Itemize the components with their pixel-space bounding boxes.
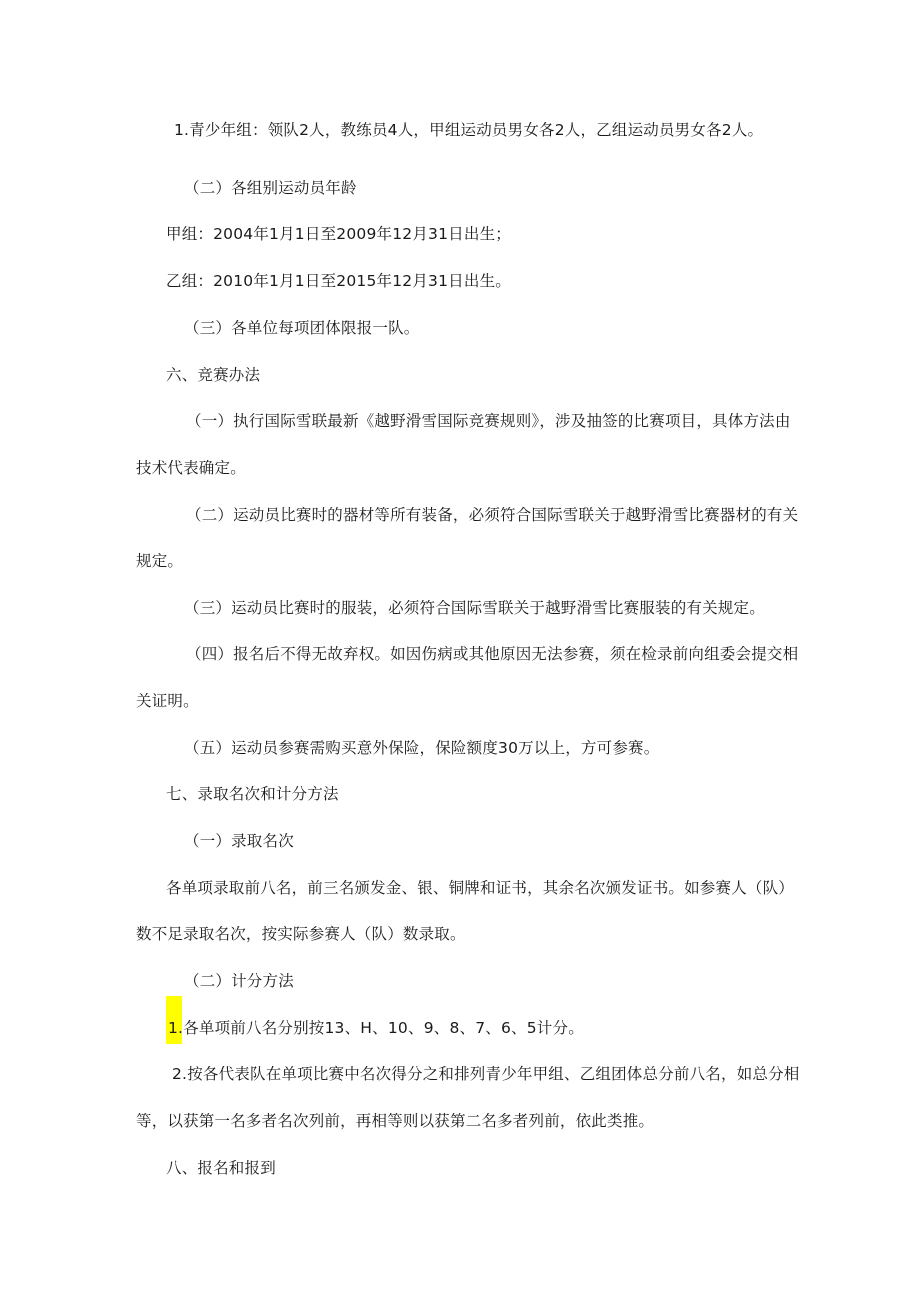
section-heading: （一）录取名次	[184, 832, 294, 850]
chapter-heading: 八、报名和报到	[166, 1159, 276, 1177]
paragraph-line: （一）执行国际雪联最新《越野滑雪国际竞赛规则》，涉及抽签的比赛项目，具体方法由	[186, 412, 791, 430]
paragraph-line: 2.按各代表队在单项比赛中名次得分之和排列青少年甲组、乙组团体总分前八名，如总分相	[172, 1065, 800, 1083]
section-heading: （三）各单位每项团体限报一队。	[184, 319, 420, 337]
paragraph-line: （五）运动员参赛需购买意外保险，保险额度30万以上，方可参赛。	[184, 739, 660, 757]
section-heading: （二）各组别运动员年龄	[184, 179, 357, 197]
paragraph-line: 甲组：2004年1月1日至2009年12月31日出生；	[166, 225, 511, 243]
paragraph-line: 1.青少年组：领队2人，教练员4人，甲组运动员男女各2人，乙组运动员男女各2人。	[174, 121, 764, 139]
chapter-heading: 六、竞赛办法	[166, 366, 261, 384]
paragraph-line: （二）运动员比赛时的器材等所有装备，必须符合国际雪联关于越野滑雪比赛器材的有关	[186, 506, 799, 524]
paragraph-line: 各单项录取前八名，前三名颁发金、银、铜牌和证书，其余名次颁发证书。如参赛人（队）	[166, 879, 795, 897]
paragraph-line: （四）报名后不得无故弃权。如因伤病或其他原因无法参赛，须在检录前向组委会提交相	[186, 645, 799, 663]
paragraph-line: 乙组：2010年1月1日至2015年12月31日出生。	[166, 272, 511, 290]
paragraph-line: 关证明。	[136, 692, 199, 710]
paragraph-line: 规定。	[136, 552, 184, 570]
paragraph-line: 数不足录取名次，按实际参赛人（队）数录取。	[136, 925, 466, 943]
chapter-heading: 七、录取名次和计分方法	[166, 785, 339, 803]
section-heading: （二）计分方法	[184, 972, 294, 990]
paragraph-line: 1.各单项前八名分别按13、H、10、9、8、7、6、5计分。	[168, 1019, 584, 1037]
paragraph-line: 等，以获第一名多者名次列前，再相等则以获第二名多者列前，依此类推。	[136, 1112, 655, 1130]
paragraph-line: （三）运动员比赛时的服装，必须符合国际雪联关于越野滑雪比赛服装的有关规定。	[184, 599, 765, 617]
paragraph-line: 技术代表确定。	[136, 459, 246, 477]
